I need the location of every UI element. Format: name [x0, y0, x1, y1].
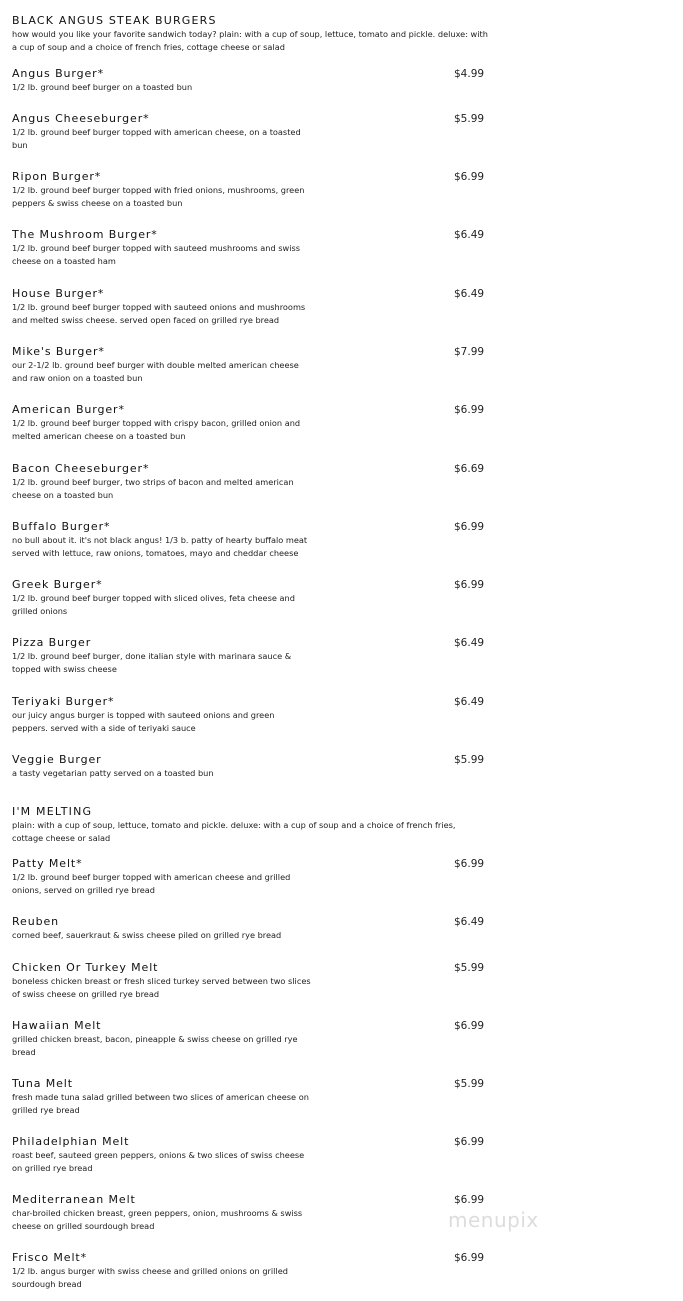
section-title: I'M MELTING — [12, 805, 93, 818]
item-description: 1/2 lb. ground beef burger topped with crispy bacon, grilled onion and melted american cheese on a toasted bun — [12, 418, 301, 441]
menu-item — [12, 1077, 484, 1117]
item-description: 1/2 lb. ground beef burger on a toasted bun — [12, 82, 193, 92]
item-description: roast beef, sauteed green peppers, onions & two slices of swiss cheese on grilled rye bread — [12, 1150, 305, 1173]
item-name: Patty Melt* — [12, 857, 83, 870]
item-price: $6.99 — [454, 521, 485, 533]
item-name: Pizza Burger — [12, 636, 92, 649]
menu-item — [12, 112, 484, 152]
item-description: grilled chicken breast, bacon, pineapple & swiss cheese on grilled rye bread — [12, 1034, 298, 1057]
item-description: 1/2 lb. ground beef burger topped with sliced olives, feta cheese and grilled onions — [12, 593, 295, 616]
section-description: how would you like your favorite sandwich today? plain: with a cup of soup, lettuce, tomato and pickle. deluxe: with a cup of soup and a choice of french fries, cottage cheese or salad — [12, 29, 488, 52]
item-name: Tuna Melt — [12, 1077, 73, 1090]
item-description: 1/2 lb. ground beef burger, done italian style with marinara sauce & topped with swiss cheese — [12, 651, 292, 674]
menupix-watermark: menupix — [448, 1208, 539, 1232]
section-header-black-angus — [12, 14, 492, 54]
item-description: corned beef, sauerkraut & swiss cheese piled on grilled rye bread — [12, 930, 282, 940]
item-name: The Mushroom Burger* — [12, 228, 158, 241]
item-name: Hawaiian Melt — [12, 1019, 102, 1032]
item-price: $6.49 — [454, 288, 485, 300]
item-description: our 2-1/2 lb. ground beef burger with double melted american cheese and raw onion on a toasted bun — [12, 360, 299, 383]
item-price: $6.99 — [454, 1020, 485, 1032]
item-price: $6.99 — [454, 579, 485, 591]
item-description: our juicy angus burger is topped with sauteed onions and green peppers. served with a side of teriyaki sauce — [12, 710, 275, 733]
item-name: Greek Burger* — [12, 578, 103, 591]
item-price: $6.99 — [454, 1252, 485, 1264]
item-price: $6.99 — [454, 404, 485, 416]
item-price: $7.99 — [454, 346, 485, 358]
item-name: Chicken Or Turkey Melt — [12, 961, 159, 974]
menu-item — [12, 170, 484, 210]
menu-item — [12, 345, 484, 385]
item-name: Mike's Burger* — [12, 345, 105, 358]
item-description: 1/2 lb. angus burger with swiss cheese and grilled onions on grilled sourdough bread — [12, 1266, 288, 1289]
item-price: $6.49 — [454, 916, 485, 928]
item-price: $6.49 — [454, 696, 485, 708]
item-name: Angus Cheeseburger* — [12, 112, 150, 125]
item-name: Bacon Cheeseburger* — [12, 462, 150, 475]
item-price: $6.99 — [454, 1136, 485, 1148]
item-description: a tasty vegetarian patty served on a toasted bun — [12, 768, 214, 778]
item-name: Reuben — [12, 915, 60, 928]
item-description: 1/2 lb. ground beef burger topped with american cheese, on a toasted bun — [12, 127, 301, 150]
item-name: Frisco Melt* — [12, 1251, 88, 1264]
item-price: $6.99 — [454, 858, 485, 870]
menu-item — [12, 695, 484, 735]
item-name: House Burger* — [12, 287, 105, 300]
menu-item — [12, 462, 484, 502]
menu-item — [12, 1135, 484, 1175]
item-name: Buffalo Burger* — [12, 520, 111, 533]
menu-item — [12, 915, 484, 942]
item-price: $5.99 — [454, 754, 485, 766]
item-price: $4.99 — [454, 68, 485, 80]
menu-item — [12, 228, 484, 268]
menu-item — [12, 520, 484, 560]
item-description: no bull about it. it's not black angus! 1/3 b. patty of hearty buffalo meat served with lettuce, raw onions, tomatoes, mayo and cheddar cheese — [12, 535, 308, 558]
item-description: 1/2 lb. ground beef burger topped with american cheese and grilled onions, served on grilled rye bread — [12, 872, 291, 895]
menu-item — [12, 636, 484, 676]
item-price: $6.69 — [454, 463, 485, 475]
section-header-im-melting — [12, 805, 482, 845]
item-price: $5.99 — [454, 113, 485, 125]
menu-item — [12, 67, 484, 94]
item-price: $6.99 — [454, 171, 485, 183]
item-description: boneless chicken breast or fresh sliced turkey served between two slices of swiss cheese on grilled rye bread — [12, 976, 311, 999]
item-description: 1/2 lb. ground beef burger topped with sauteed mushrooms and swiss cheese on a toasted ham — [12, 243, 301, 266]
item-name: Veggie Burger — [12, 753, 102, 766]
item-description: 1/2 lb. ground beef burger topped with fried onions, mushrooms, green peppers & swiss cheese on a toasted bun — [12, 185, 305, 208]
item-description: char-broiled chicken breast, green peppers, onion, mushrooms & swiss cheese on grilled sourdough bread — [12, 1208, 303, 1231]
item-name: Philadelphian Melt — [12, 1135, 130, 1148]
menu-item — [12, 857, 484, 897]
item-name: Teriyaki Burger* — [12, 695, 115, 708]
item-price: $6.99 — [454, 1194, 485, 1206]
menu-item — [12, 1251, 484, 1291]
item-name: Angus Burger* — [12, 67, 104, 80]
item-description: 1/2 lb. ground beef burger, two strips of bacon and melted american cheese on a toasted bun — [12, 477, 294, 500]
menu-item — [12, 578, 484, 618]
menu-item — [12, 961, 484, 1001]
item-price: $6.49 — [454, 637, 485, 649]
item-price: $5.99 — [454, 1078, 485, 1090]
menu-item — [12, 1193, 484, 1233]
item-price: $6.49 — [454, 229, 485, 241]
item-price: $5.99 — [454, 962, 485, 974]
item-name: Ripon Burger* — [12, 170, 102, 183]
item-name: Mediterranean Melt — [12, 1193, 136, 1206]
menu-item — [12, 1019, 484, 1059]
menu-item — [12, 403, 484, 443]
menu-item — [12, 287, 484, 327]
item-description: 1/2 lb. ground beef burger topped with sauteed onions and mushrooms and melted swiss cheese. served open faced on grilled rye bread — [12, 302, 306, 325]
section-title: BLACK ANGUS STEAK BURGERS — [12, 14, 217, 27]
section-description: plain: with a cup of soup, lettuce, tomato and pickle. deluxe: with a cup of soup and a choice of french fries, cottage cheese or salad — [12, 820, 456, 843]
item-description: fresh made tuna salad grilled between two slices of american cheese on grilled rye bread — [12, 1092, 309, 1115]
menu-item — [12, 753, 484, 780]
item-name: American Burger* — [12, 403, 125, 416]
